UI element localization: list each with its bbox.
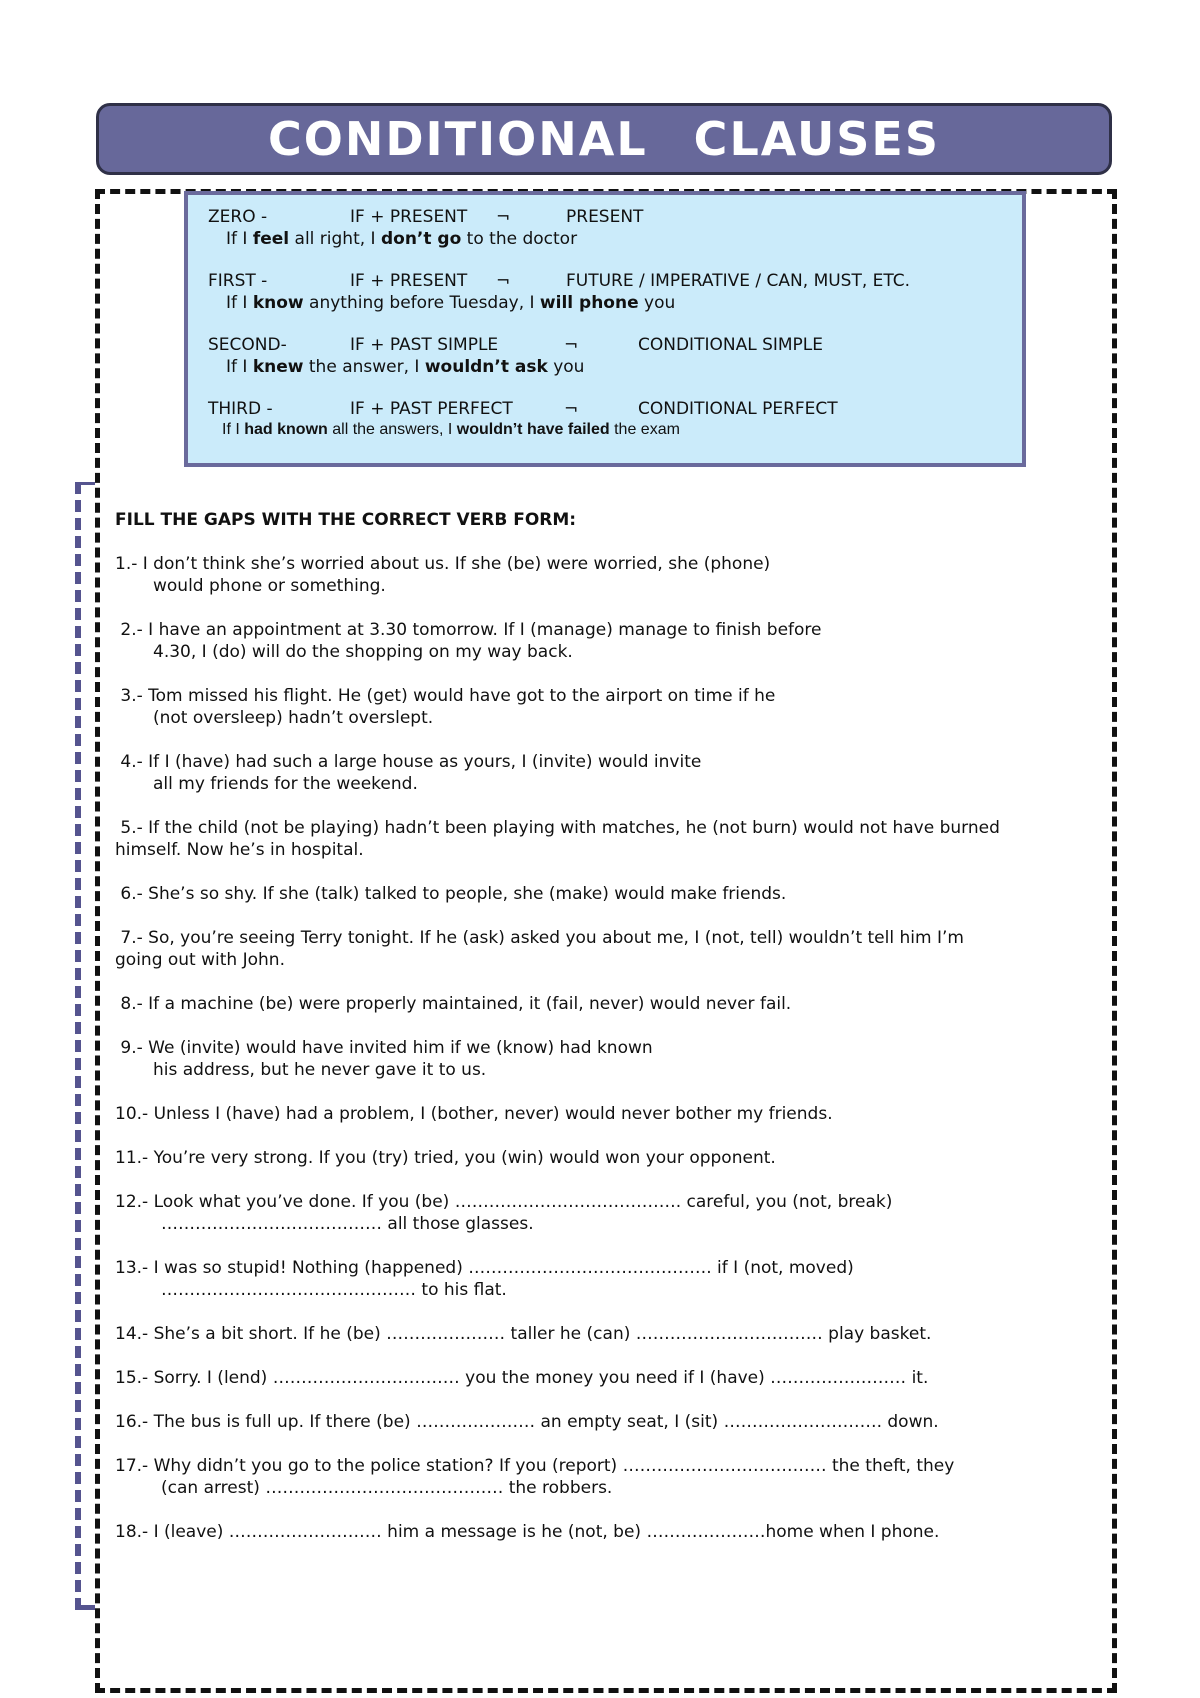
example-text: the exam (609, 421, 680, 438)
rule-arrow: ¬ (564, 335, 579, 355)
rule-label: THIRD - (208, 399, 273, 419)
rule-example (188, 421, 1022, 443)
exercise-item (115, 619, 1095, 663)
example-text: anything before Tuesday, I (303, 293, 540, 313)
exercise-line: 2.- I have an appointment at 3.30 tomorrow. If I (manage) manage to finish before (115, 620, 822, 640)
exercise-item (115, 927, 1095, 971)
example-verb: feel (252, 229, 290, 249)
exercise-line: 4.- If I (have) had such a large house as yours, I (invite) would invite (115, 752, 702, 772)
exercise-line: 6.- She’s so shy. If she (talk) talked to people, she (make) would make friends. (115, 884, 787, 904)
rule-condition: IF + PRESENT (350, 207, 468, 227)
exercise-item (115, 993, 1095, 1015)
exercise-item (115, 751, 1095, 795)
example-text: you (547, 357, 585, 377)
rule-condition: IF + PRESENT (350, 271, 468, 291)
example-text: If I (222, 421, 245, 438)
exercise-line: 11.- You’re very strong. If you (try) tried, you (win) would won your opponent. (115, 1148, 776, 1168)
exercise-line-continued: going out with John. (115, 950, 285, 970)
rule-first (188, 271, 1022, 315)
rule-condition: IF + PAST PERFECT (350, 399, 513, 419)
exercise-item (115, 1411, 1095, 1433)
rule-label: SECOND- (208, 335, 287, 355)
example-text: If I (226, 229, 253, 249)
exercise-line: 14.- She’s a bit short. If he (be) ………………… taller he (can) …………………………… play basket. (115, 1324, 932, 1344)
exercise-item (115, 1191, 1095, 1235)
page-title: CONDITIONAL CLAUSES (268, 112, 940, 166)
rule-result: CONDITIONAL SIMPLE (638, 335, 824, 355)
exercise-line: 13.- I was so stupid! Nothing (happened) ……………………………………. if I (not, moved) (115, 1258, 854, 1278)
rule-example (188, 357, 1022, 379)
side-bracket-decoration (75, 482, 95, 1610)
exercise-line-continued: all my friends for the weekend. (153, 774, 418, 794)
exercise-item (115, 1323, 1095, 1345)
example-text: to the doctor (461, 229, 578, 249)
exercise-line: 18.- I (leave) ……………………… him a message is he (not, be) …………………home when I phone. (115, 1522, 940, 1542)
exercise-line: 17.- Why didn’t you go to the police station? If you (report) ……………………………… the theft, they (115, 1456, 955, 1476)
exercise-item (115, 1455, 1095, 1499)
exercise-line-continued: (can arrest) …………………………………… the robbers. (161, 1478, 613, 1498)
exercise-line: 15.- Sorry. I (lend) …………………………… you the money you need if I (have) …………………… it. (115, 1368, 929, 1388)
exercise-line: 12.- Look what you’ve done. If you (be) …………………………………. careful, you (not, break) (115, 1192, 893, 1212)
grammar-rules-box (184, 191, 1026, 467)
example-text: the answer, I (303, 357, 425, 377)
rule-third (188, 399, 1022, 443)
rule-zero (188, 207, 1022, 251)
rule-label: FIRST - (208, 271, 268, 291)
exercise-item (115, 685, 1095, 729)
example-text: If I (226, 293, 253, 313)
exercise-item (115, 1147, 1095, 1169)
exercise-line: 10.- Unless I (have) had a problem, I (bother, never) would never bother my friends. (115, 1104, 833, 1124)
example-verb: wouldn’t have failed (456, 421, 610, 438)
exercise-line: 3.- Tom missed his flight. He (get) would have got to the airport on time if he (115, 686, 776, 706)
exercise-line: 8.- If a machine (be) were properly maintained, it (fail, never) would never fail. (115, 994, 792, 1014)
rule-arrow: ¬ (496, 271, 511, 291)
example-verb: had known (244, 421, 328, 438)
rule-result: CONDITIONAL PERFECT (638, 399, 838, 419)
exercise-line: 9.- We (invite) would have invited him if we (know) had known (115, 1038, 653, 1058)
rule-example (188, 293, 1022, 315)
rule-arrow: ¬ (496, 207, 511, 227)
exercise-item (115, 817, 1095, 861)
exercise-item (115, 553, 1095, 597)
exercise-item (115, 1103, 1095, 1125)
exercise-list (115, 553, 1095, 1543)
rule-result: FUTURE / IMPERATIVE / CAN, MUST, ETC. (566, 271, 911, 291)
exercise-line: 7.- So, you’re seeing Terry tonight. If he (ask) asked you about me, I (not, tell) wouldn’t tell him I’m (115, 928, 964, 948)
example-verb: will phone (539, 293, 639, 313)
exercise-line: 5.- If the child (not be playing) hadn’t been playing with matches, he (not burn) would not have burned (115, 818, 1000, 838)
example-text: you (638, 293, 676, 313)
example-verb: know (252, 293, 304, 313)
exercise-line: 1.- I don’t think she’s worried about us. If she (be) were worried, she (phone) (115, 554, 771, 574)
rule-label: ZERO - (208, 207, 268, 227)
exercise-line-continued: (not oversleep) hadn’t overslept. (153, 708, 434, 728)
exercise-item (115, 1521, 1095, 1543)
exercise-line-continued: himself. Now he’s in hospital. (115, 840, 364, 860)
exercise-item (115, 1037, 1095, 1081)
exercise-line-continued: 4.30, I (do) will do the shopping on my way back. (153, 642, 573, 662)
exercise-line-continued: would phone or something. (153, 576, 386, 596)
exercise-item (115, 1367, 1095, 1389)
example-verb: wouldn’t ask (424, 357, 548, 377)
exercise-item (115, 883, 1095, 905)
example-text: all the answers, I (327, 421, 457, 438)
exercise-line: 16.- The bus is full up. If there (be) ………………… an empty seat, I (sit) ………………………. down. (115, 1412, 939, 1432)
rule-result: PRESENT (566, 207, 644, 227)
example-verb: knew (252, 357, 304, 377)
example-text: If I (226, 357, 253, 377)
rule-example (188, 229, 1022, 251)
exercise-line-continued: his address, but he never gave it to us. (153, 1060, 487, 1080)
exercise-line-continued: ……………………………………… to his flat. (161, 1280, 507, 1300)
rule-condition: IF + PAST SIMPLE (350, 335, 499, 355)
exercise-section (115, 510, 1095, 1565)
example-text: all right, I (289, 229, 381, 249)
example-verb: don’t go (380, 229, 462, 249)
exercise-heading: FILL THE GAPS WITH THE CORRECT VERB FORM: (115, 510, 577, 530)
rule-arrow: ¬ (564, 399, 579, 419)
exercise-line-continued: ………………………………… all those glasses. (161, 1214, 534, 1234)
title-banner (96, 103, 1112, 175)
rule-second (188, 335, 1022, 379)
exercise-item (115, 1257, 1095, 1301)
